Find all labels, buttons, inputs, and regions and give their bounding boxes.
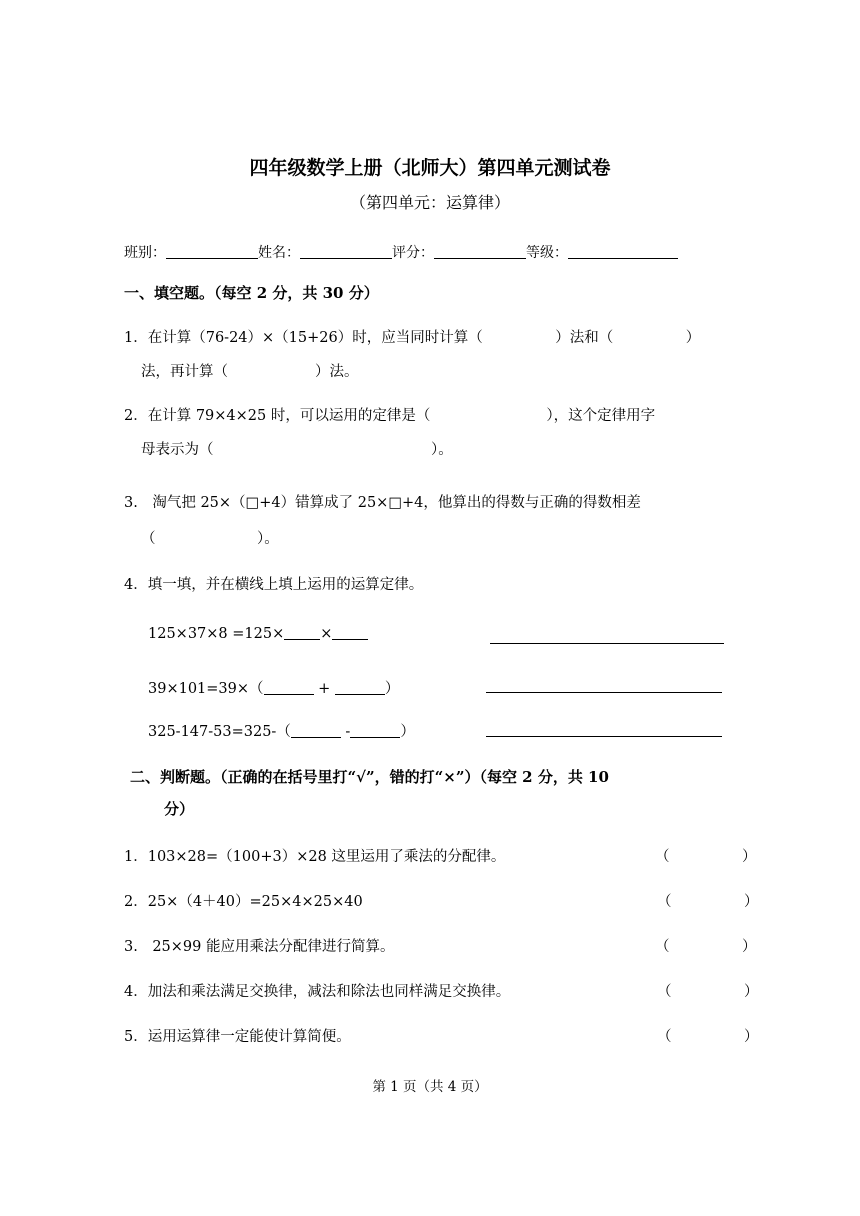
fill3-blank-2[interactable]: [350, 725, 400, 738]
fill2-blank-1[interactable]: [264, 682, 314, 695]
fill1-times: ×: [320, 626, 333, 642]
student-info-row: [124, 242, 678, 262]
class-blank[interactable]: [166, 244, 258, 259]
section1-heading: 一、填空题。（每空 2 分，共 30 分）: [124, 284, 379, 302]
class-label: 班别：: [124, 245, 166, 261]
fill3-expr: 325-147-53=325-（: [148, 724, 291, 740]
question2-line1: 2．在计算 79×4×25 时，可以运用的定律是（ ），这个定律用字: [124, 408, 656, 424]
fill2-plus: +: [313, 681, 335, 697]
name-label: 姓名：: [258, 245, 300, 261]
grade-blank[interactable]: [568, 244, 678, 259]
question3-line1: 3. 淘气把 25×（□+4）错算成了 25×□+4，他算出的得数与正确的得数相差: [124, 495, 641, 511]
fill2-blank-2[interactable]: [335, 682, 385, 695]
fill-row-3: [148, 720, 415, 741]
score-label: 评分：: [392, 245, 434, 261]
fill-row-1: [148, 626, 368, 642]
fill1-blank-2[interactable]: [332, 627, 368, 640]
fill3-close: ）: [400, 724, 415, 740]
fill3-minus: -: [340, 724, 351, 740]
section2-heading-line1: 二、判断题。（正确的在括号里打“√”，错的打“×”）（每空 2 分，共 10: [130, 768, 609, 786]
judge-bracket-1[interactable]: （ ）: [655, 849, 757, 865]
question2-line2: 母表示为（ ）。: [141, 442, 453, 458]
judge-item-4: 4．加法和乘法满足交换律，减法和除法也同样满足交换律。: [124, 984, 511, 1000]
page-subtitle: （第四单元：运算律）: [349, 193, 510, 212]
judge-item-1: 1．103×28=（100+3）×28 这里运用了乘法的分配律。: [124, 849, 506, 865]
judge-item-5: 5．运用运算律一定能使计算简便。: [124, 1029, 351, 1045]
fill1-law-line[interactable]: [490, 643, 724, 644]
fill3-blank-1[interactable]: [291, 725, 341, 738]
grade-label: 等级：: [526, 245, 568, 261]
fill3-law-line[interactable]: [486, 736, 722, 737]
page-title: 四年级数学上册（北师大）第四单元测试卷: [249, 157, 611, 179]
judge-item-3: 3. 25×99 能应用乘法分配律进行简算。: [124, 939, 395, 955]
page-footer: 第 1 页（共 4 页）: [372, 1079, 488, 1095]
question1-line1: 1．在计算（76-24）×（15+26）时，应当同时计算（ ）法和（ ）: [124, 330, 701, 346]
judge-item-2: 2．25×（4＋40）=25×4×25×40: [124, 894, 363, 910]
name-blank[interactable]: [300, 244, 392, 259]
fill2-law-line[interactable]: [486, 692, 722, 693]
question4: 4．填一填，并在横线上填上运用的运算定律。: [124, 577, 424, 593]
section2-heading-line2: 分）: [164, 800, 195, 818]
judge-bracket-5[interactable]: （ ）: [657, 1029, 759, 1045]
judge-bracket-2[interactable]: （ ）: [657, 894, 759, 910]
fill1-expr: 125×37×8 =125×: [148, 626, 285, 642]
question1-line2: 法，再计算（ ）法。: [141, 364, 359, 380]
score-blank[interactable]: [434, 244, 526, 259]
judge-bracket-3[interactable]: （ ）: [655, 939, 757, 955]
judge-bracket-4[interactable]: （ ）: [657, 984, 759, 1000]
fill-row-2: [148, 677, 399, 698]
fill2-close: ）: [384, 681, 400, 697]
fill2-expr: 39×101=39×（: [148, 681, 264, 697]
fill1-blank-1[interactable]: [284, 627, 320, 640]
question3-line2: （ ）。: [141, 531, 279, 547]
